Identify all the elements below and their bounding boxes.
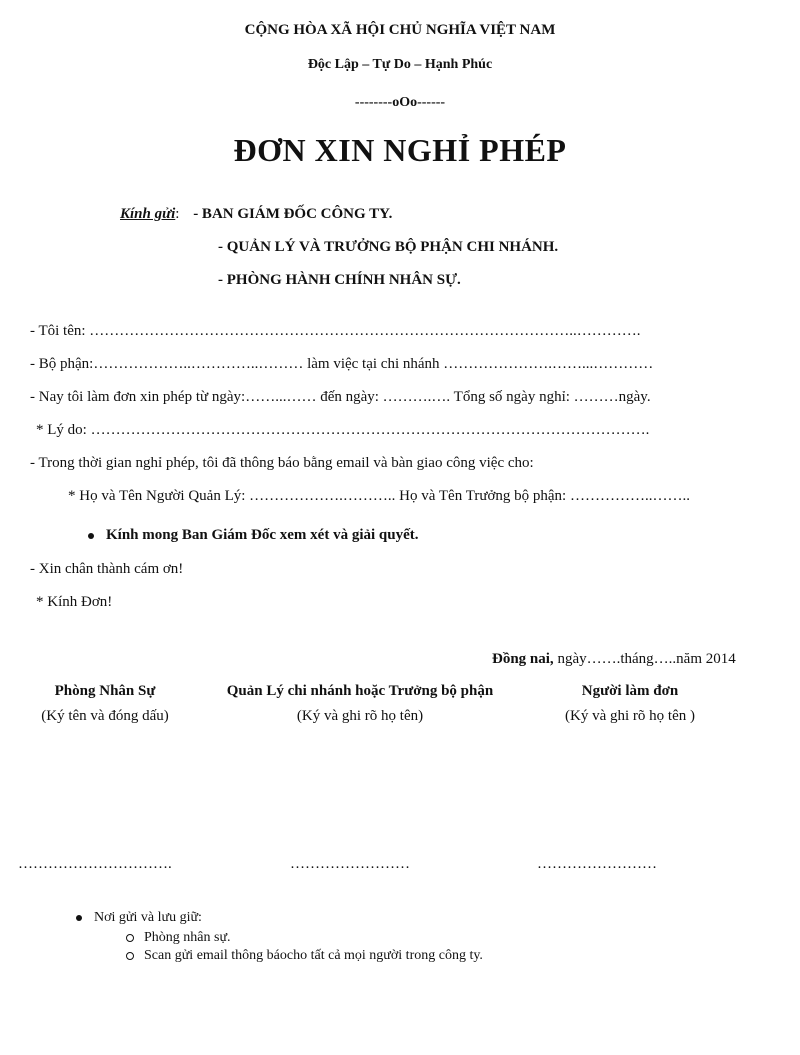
signature-column-manager [200,683,520,725]
leave-dates-line: - Nay tôi làm đơn xin phép từ ngày:……...…… đến ngày: ……….…. Tổng số ngày nghỉ: ………ngày. [30,389,651,405]
signature-line-hr: …………………………. [18,856,172,872]
handover-line: - Trong thời gian nghỉ phép, tôi đã thông báo bằng email và bàn giao công việc cho: [30,455,534,471]
thanks-line: - Xin chân thành cám ơn! [30,561,184,577]
footer-subitem-text: Phòng nhân sự. [144,930,231,945]
department-field-line: - Bộ phận:………………..…………..……… làm việc tại chi nhánh ………………….……...………… [30,356,654,372]
recipients-label: Kính gửi [120,206,176,222]
signature-note: (Ký tên và đóng dấu) [41,708,169,724]
signature-line-manager: …………………… [290,856,410,872]
bullet-icon [88,533,94,539]
circle-bullet-icon [126,952,134,960]
nation-header: CỘNG HÒA XÃ HỘI CHỦ NGHĨA VIỆT NAM [244,22,556,38]
motto: Độc Lập – Tự Do – Hạnh Phúc [307,57,493,72]
signature-title: Phòng Nhân Sự [54,683,156,699]
footer-bullet [76,910,202,926]
signature-column-hr [10,683,200,725]
date-text: ngày…….tháng…..năm 2014 [553,651,736,667]
recipient-item: - BAN GIÁM ĐỐC CÔNG TY. [193,206,393,222]
recipients-block [120,206,392,223]
header-separator: --------oOo------ [354,95,446,110]
managers-field-line: * Họ và Tên Người Quản Lý: ……………….……….. Họ và Tên Trưởng bộ phận: ……………..…….. [68,488,690,504]
footer-subitem [126,930,231,946]
recipient-item: - QUẢN LÝ VÀ TRƯỞNG BỘ PHẬN CHI NHÁNH. [218,239,559,255]
footer-subitem [126,948,483,964]
footer-subitem-text: Scan gửi email thông báocho tất cả mọi người trong công ty. [144,948,483,963]
signature-title: Người làm đơn [581,683,679,699]
name-field-line: - Tôi tên: ……………………………………………………………………………………..…………. [30,323,641,339]
bullet-icon [76,915,82,921]
signature-line-applicant: …………………… [537,856,657,872]
circle-bullet-icon [126,934,134,942]
closing-line: * Kính Đơn! [36,594,113,610]
footer-bullet-text: Nơi gửi và lưu giữ: [94,910,202,925]
signature-title: Quản Lý chi nhánh hoặc Trưởng bộ phận [226,683,494,699]
recipients-colon: : [175,206,180,222]
request-bullet [88,527,419,544]
reason-field-line: * Lý do: …………………………………………………………………………………………………. [36,422,650,438]
signature-column-applicant [530,683,730,725]
date-place-line [492,651,736,668]
recipient-item: - PHÒNG HÀNH CHÍNH NHÂN SỰ. [218,272,461,288]
page-title: ĐƠN XIN NGHỈ PHÉP [233,132,567,168]
signature-note: (Ký và ghi rõ họ tên ) [565,708,695,724]
request-text: Kính mong Ban Giám Đốc xem xét và giải quyết. [106,527,419,543]
place-name: Đồng nai, [492,651,554,667]
signature-note: (Ký và ghi rõ họ tên) [296,708,424,724]
